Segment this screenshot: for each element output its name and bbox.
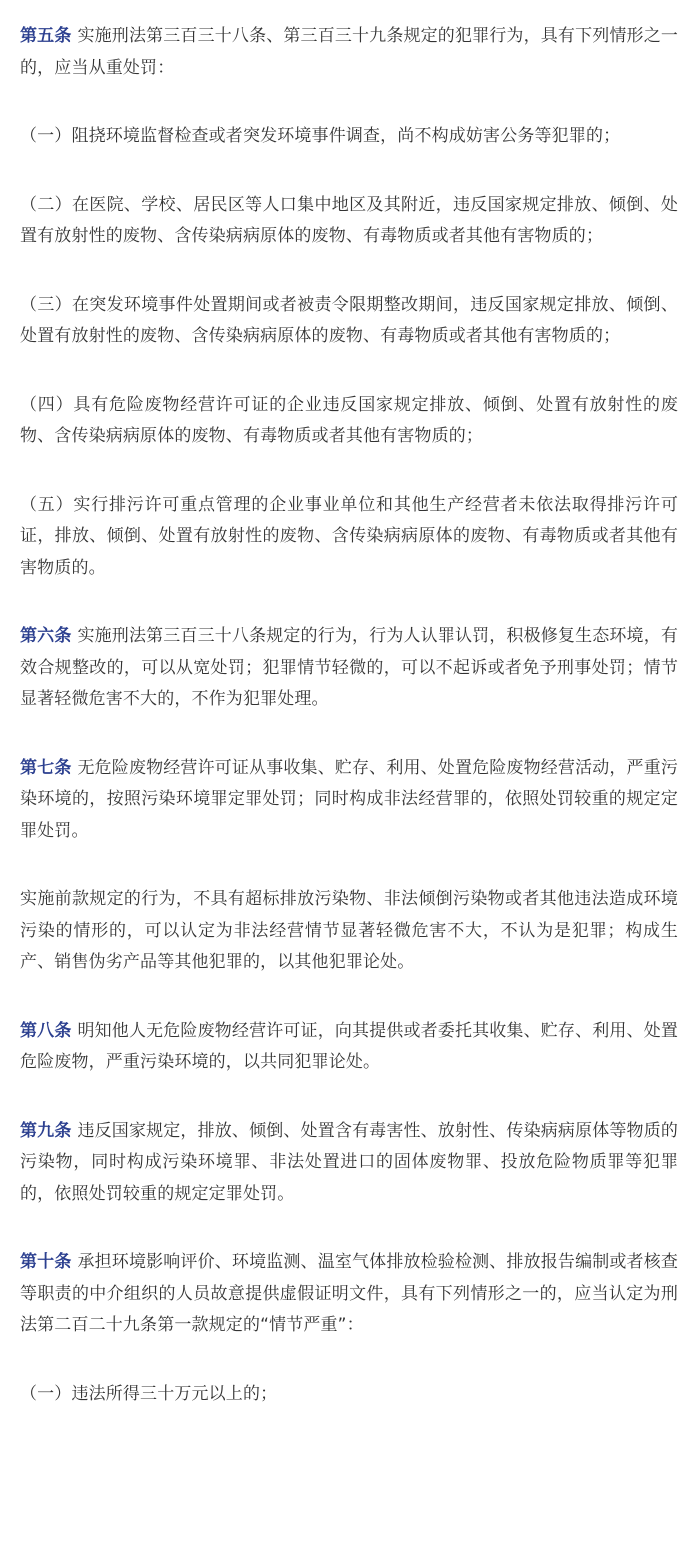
article-9-label: 第九条	[20, 1120, 72, 1141]
article-5-item-1: （一）阻挠环境监督检查或者突发环境事件调查，尚不构成妨害公务等犯罪的；	[20, 126, 621, 146]
article-9-paragraph	[20, 1116, 678, 1211]
article-5-item-3: （三）在突发环境事件处置期间或者被责令限期整改期间，违反国家规定排放、倾倒、处置有放射性的废物、含传染病病原体的废物、有毒物质或者其他有害物质的；	[20, 294, 678, 346]
article-9-text: 违反国家规定，排放、倾倒、处置含有毒害性、放射性、传染病病原体等物质的污染物，同时构成污染环境罪、非法处置进口的固体废物罪、投放危险物质罪等犯罪的，依照处罚较重的规定定罪处罚。	[20, 1120, 679, 1204]
article-5-text: 实施刑法第三百三十八条、第三百三十九条规定的犯罪行为，具有下列情形之一的，应当从重处罚：	[20, 26, 679, 78]
article-6-text: 实施刑法第三百三十八条规定的行为，行为人认罪认罚，积极修复生态环境，有效合规整改的，可以从宽处罚；犯罪情节轻微的，可以不起诉或者免予刑事处罚；情节显著轻微危害不大的，不作为犯罪处理。	[20, 626, 679, 709]
article-7-label: 第七条	[20, 757, 72, 778]
article-8-text: 明知他人无危险废物经营许可证，向其提供或者委托其收集、贮存、利用、处置危险废物，严重污染环境的，以共同犯罪论处。	[20, 1020, 679, 1072]
article-8-paragraph	[20, 1016, 678, 1079]
article-5-item-2: （二）在医院、学校、居民区等人口集中地区及其附近，违反国家规定排放、倾倒、处置有放射性的废物、含传染病病原体的废物、有毒物质或者其他有害物质的；	[20, 194, 678, 246]
article-6-paragraph	[20, 621, 678, 716]
article-5-paragraph	[20, 21, 678, 84]
article-5-label: 第五条	[20, 26, 72, 46]
article-7-text: 无危险废物经营许可证从事收集、贮存、利用、处置危险废物经营活动，严重污染环境的，按照污染环境罪定罪处罚；同时构成非法经营罪的，依照处罚较重的规定定罪处罚。	[20, 757, 679, 841]
article-6-label: 第六条	[20, 626, 72, 646]
article-7-extra-paragraph: 实施前款规定的行为，不具有超标排放污染物、非法倾倒污染物或者其他违法造成环境污染的情形的，可以认定为非法经营情节显著轻微危害不大，不认为是犯罪；构成生产、销售伪劣产品等其他犯罪的，以其他犯罪论处。	[20, 889, 678, 972]
article-10-paragraph	[20, 1247, 678, 1342]
article-10-item-1: （一）违法所得三十万元以上的；	[20, 1383, 278, 1404]
article-10-label: 第十条	[20, 1252, 72, 1272]
article-5-item-5: （五）实行排污许可重点管理的企业事业单位和其他生产经营者未依法取得排污许可证，排放、倾倒、处置有放射性的废物、含传染病病原体的废物、有毒物质或者其他有害物质的。	[20, 494, 678, 578]
article-5-item-4: （四）具有危险废物经营许可证的企业违反国家规定排放、倾倒、处置有放射性的废物、含传染病病原体的废物、有毒物质或者其他有害物质的；	[20, 394, 678, 446]
article-7-paragraph	[20, 753, 678, 848]
article-10-text: 承担环境影响评价、环境监测、温室气体排放检验检测、排放报告编制或者核查等职责的中介组织的人员故意提供虚假证明文件，具有下列情形之一的，应当认定为刑法第二百二十九条第一款规定的“情节严重”：	[20, 1252, 679, 1335]
article-8-label: 第八条	[20, 1020, 72, 1041]
